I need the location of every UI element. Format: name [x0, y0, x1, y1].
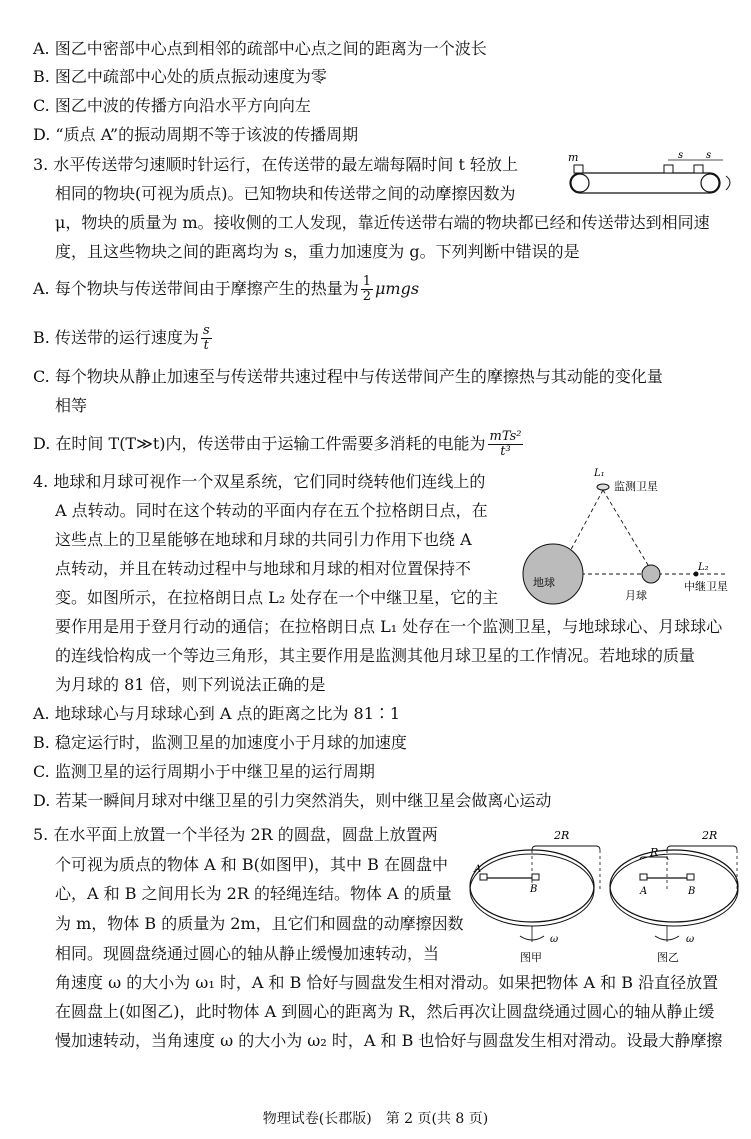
- disk-yi-omega-label: ω: [686, 934, 695, 945]
- figure-yi-caption: 图乙: [657, 951, 679, 964]
- disk-jia-a-label: A: [474, 864, 482, 875]
- q4-stem-line3: 这些点上的卫星能够在地球和月球的共同引力作用下也绕 A: [55, 530, 472, 549]
- fraction-num: mTs²: [489, 429, 522, 444]
- q3-option-b: [33, 324, 214, 353]
- disk-jia-omega-label: ω: [550, 934, 559, 945]
- q5-stem-line3: 心，A 和 B 之间用长为 2R 的轻绳连结。物体 A 的质量: [55, 884, 452, 903]
- conveyor-mass-label: m: [568, 151, 579, 164]
- q4-stem-line8: 为月球的 81 倍，则下列说法正确的是: [55, 675, 326, 694]
- q4-stem-line1: 4. 地球和月球可视作一个双星系统，它们同时绕转他们连线上的: [33, 472, 486, 491]
- earth-label: 地球: [533, 576, 555, 589]
- q4-stem-line6: 要作用是用于登月行动的通信；在拉格朗日点 L₁ 处存在一个监测卫星，与地球球心、月球球心: [55, 617, 723, 636]
- q3-option-d: [33, 430, 525, 459]
- q4-stem-line5: 变。如图所示，在拉格朗日点 L₂ 处存在一个中继卫星，它的主: [55, 588, 499, 607]
- l2-label: L₂: [698, 562, 709, 573]
- q2-option-b: B. 图乙中疏部中心处的质点振动速度为零: [33, 67, 327, 86]
- q4-option-d: D. 若某一瞬间月球对中继卫星的引力突然消失，则中继卫星会做离心运动: [33, 791, 552, 810]
- page-footer: 物理试卷(长郡版) 第 2 页(共 8 页): [262, 1111, 489, 1127]
- q3-option-c-line1: C. 每个物块从静止加速至与传送带共速过程中与传送带间产生的摩擦热与其动能的变化量: [33, 367, 663, 386]
- q2-option-d: D. “质点 A”的振动周期不等于该波的传播周期: [33, 125, 359, 144]
- q4-stem-line2: A 点转动。同时在这个转动的平面内存在五个拉格朗日点，在: [55, 501, 488, 520]
- relay-satellite-label: 中继卫星: [684, 580, 728, 593]
- q3-stem-line4: 度，且这些物块之间的距离均为 s，重力加速度为 g。下列判断中错误的是: [55, 242, 580, 261]
- q3-option-a-expr: μmgs: [375, 279, 420, 298]
- q4-stem-line7: 的连线恰构成一个等边三角形，其主要作用是监测其他月球卫星的工作情况。若地球的质量: [55, 646, 696, 665]
- q2-option-c: C. 图乙中波的传播方向沿水平方向向左: [33, 96, 311, 115]
- disk-jia-b-label: B: [530, 884, 538, 895]
- moon-label: 月球: [625, 589, 647, 602]
- conveyor-figure: [558, 148, 738, 204]
- disk-figures: [462, 824, 745, 964]
- q2-option-a: A. 图乙中密部中心点到相邻的疏部中心点之间的距离为一个波长: [33, 39, 487, 58]
- conveyor-spacing-2: s: [706, 150, 712, 161]
- q3-option-c-line2: 相等: [55, 396, 88, 415]
- disk-yi-radius-label: 2R: [702, 829, 718, 842]
- fraction-energy: [488, 430, 524, 459]
- disk-yi-a-label: A: [640, 886, 648, 897]
- q3-option-b-text: B. 传送带的运行速度为: [33, 328, 199, 347]
- q4-option-b: B. 稳定运行时，监测卫星的加速度小于月球的加速度: [33, 733, 407, 752]
- q5-stem-line2: 个可视为质点的物体 A 和 B(如图甲)，其中 B 在圆盘中: [55, 855, 448, 874]
- fraction-s-over-t: [201, 324, 212, 353]
- q4-option-a: A. 地球球心与月球球心到 A 点的距离之比为 81∶1: [33, 704, 401, 723]
- fraction-den: t³: [500, 444, 511, 459]
- q5-stem-line7: 在圆盘上(如图乙)，此时物体 A 到圆心的距离为 R，然后再次让圆盘绕通过圆心的轴从静止缓: [55, 1002, 715, 1021]
- figure-jia-caption: 图甲: [520, 951, 542, 964]
- earth-moon-figure: [518, 462, 743, 612]
- disk-yi-r-label: R: [650, 846, 659, 859]
- fraction-half: [361, 275, 373, 304]
- q4-stem-line4: 点转动，并且在转动过程中与地球和月球的相对位置保持不: [55, 559, 472, 578]
- monitor-satellite-label: 监测卫星: [614, 480, 658, 493]
- fraction-num: s: [202, 323, 210, 338]
- l1-label: L₁: [594, 468, 605, 479]
- fraction-den: t: [203, 338, 209, 353]
- q3-stem-line3: μ，物块的质量为 m。接收侧的工人发现，靠近传送带右端的物块都已经和传送带达到相同速: [55, 213, 710, 232]
- q5-stem-line5: 相同。现圆盘绕通过圆心的轴从静止缓慢加速转动，当: [55, 944, 440, 963]
- q5-stem-line6: 角速度 ω 的大小为 ω₁ 时，A 和 B 恰好与圆盘发生相对滑动。如果把物体 A 和 B 沿直径放置: [55, 973, 719, 992]
- q3-option-d-text: D. 在时间 T(T≫t)内，传送带由于运输工件需要多消耗的电能为: [33, 434, 486, 453]
- q5-stem-line8: 慢加速转动，当角速度 ω 的大小为 ω₂ 时，A 和 B 也恰好与圆盘发生相对滑动。设最大静摩擦: [55, 1031, 723, 1050]
- fraction-den: 2: [362, 289, 372, 304]
- conveyor-spacing-1: s: [678, 150, 684, 161]
- q3-option-a-text: A. 每个物块与传送带间由于摩擦产生的热量为: [33, 279, 359, 298]
- q5-stem-line1: 5. 在水平面上放置一个半径为 2R 的圆盘，圆盘上放置两: [33, 825, 438, 844]
- q5-stem-line4: 为 m，物体 B 的质量为 2m，且它们和圆盘的动摩擦因数: [55, 914, 464, 933]
- q3-option-a: [33, 275, 419, 304]
- disk-jia-radius-label: 2R: [554, 829, 570, 842]
- q3-stem-line2: 相同的物块(可视为质点)。已知物块和传送带之间的动摩擦因数为: [55, 184, 516, 203]
- q4-option-c: C. 监测卫星的运行周期小于中继卫星的运行周期: [33, 762, 375, 781]
- disk-figure-jia: [470, 829, 600, 964]
- disk-figure-yi: [610, 829, 738, 964]
- disk-yi-b-label: B: [688, 886, 696, 897]
- fraction-num: 1: [362, 274, 372, 289]
- q3-stem-line1: 3. 水平传送带匀速顺时针运行，在传送带的最左端每隔时间 t 轻放上: [33, 155, 518, 174]
